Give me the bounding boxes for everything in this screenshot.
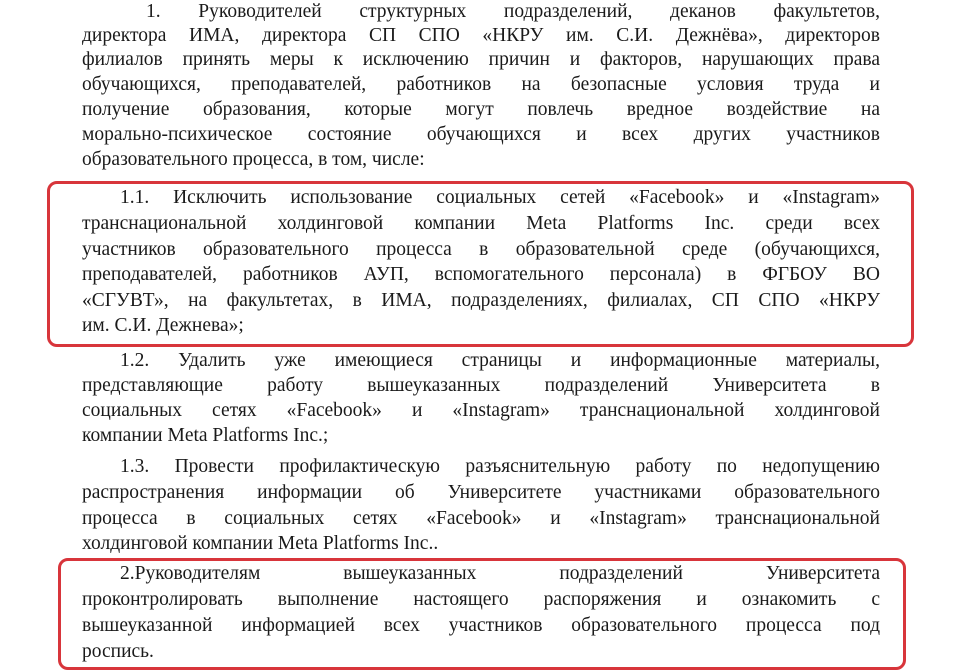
paragraph-1-line: обучающихся, преподавателей, работников на безопасные условия труда и (82, 74, 880, 95)
item-1-1-line: преподавателей, работников АУП, вспомогательного персонала) в ФГБОУ ВО (82, 264, 880, 285)
item-1-3-line: 1.3. Провести профилактическую разъяснительную работу по недопущению (120, 456, 880, 477)
item-1-2-line: представляющие работу вышеуказанных подразделений Университета в (82, 375, 880, 396)
paragraph-2-line: вышеуказанной информацией всех участников образовательного процесса под (82, 615, 880, 636)
item-1-3-line: распространения информации об Университете участниками образовательного (82, 482, 880, 503)
paragraph-1-line: 1. Руководителей структурных подразделений, деканов факультетов, (146, 1, 880, 22)
item-1-1-line: участников образовательного процесса в образовательной среде (обучающихся, (82, 239, 880, 260)
paragraph-2-line: 2.Руководителям вышеуказанных подразделений Университета (120, 563, 880, 584)
item-1-2-line: социальных сетях «Facebook» и «Instagram» транснациональной холдинговой (82, 400, 880, 421)
paragraph-2-line: проконтролировать выполнение настоящего распоряжения и ознакомить с (82, 589, 880, 610)
paragraph-1-line: получение образования, которые могут повлечь вредное воздействие на (82, 99, 880, 120)
paragraph-1-line: образовательного процесса, в том, числе: (82, 149, 425, 170)
item-1-3-line: процесса в социальных сетях «Facebook» и «Instagram» транснациональной (82, 508, 880, 529)
paragraph-1-line: морально-психическое состояние обучающихся и всех других участников (82, 124, 880, 145)
paragraph-1-line: директора ИМА, директора СП СПО «НКРУ им. С.И. Дежнёва», директоров (82, 25, 880, 46)
item-1-2-line: 1.2. Удалить уже имеющиеся страницы и информационные материалы, (120, 350, 880, 371)
item-1-1-line: 1.1. Исключить использование социальных сетей «Facebook» и «Instagram» (120, 187, 880, 208)
item-1-2-line: компании Meta Platforms Inc.; (82, 425, 329, 446)
item-1-1-line: транснациональной холдинговой компании Meta Platforms Inc. среди всех (82, 213, 880, 234)
paragraph-1-line: филиалов принять меры к исключению причин и факторов, нарушающих права (82, 49, 880, 70)
item-1-1-line: «СГУВТ», на факультетах, в ИМА, подразделениях, филиалах, СП СПО «НКРУ (82, 290, 880, 311)
item-1-3-line: холдинговой компании Meta Platforms Inc.. (82, 533, 439, 554)
item-1-1-line: им. С.И. Дежнева»; (82, 315, 244, 336)
paragraph-2-line: роспись. (82, 641, 154, 662)
